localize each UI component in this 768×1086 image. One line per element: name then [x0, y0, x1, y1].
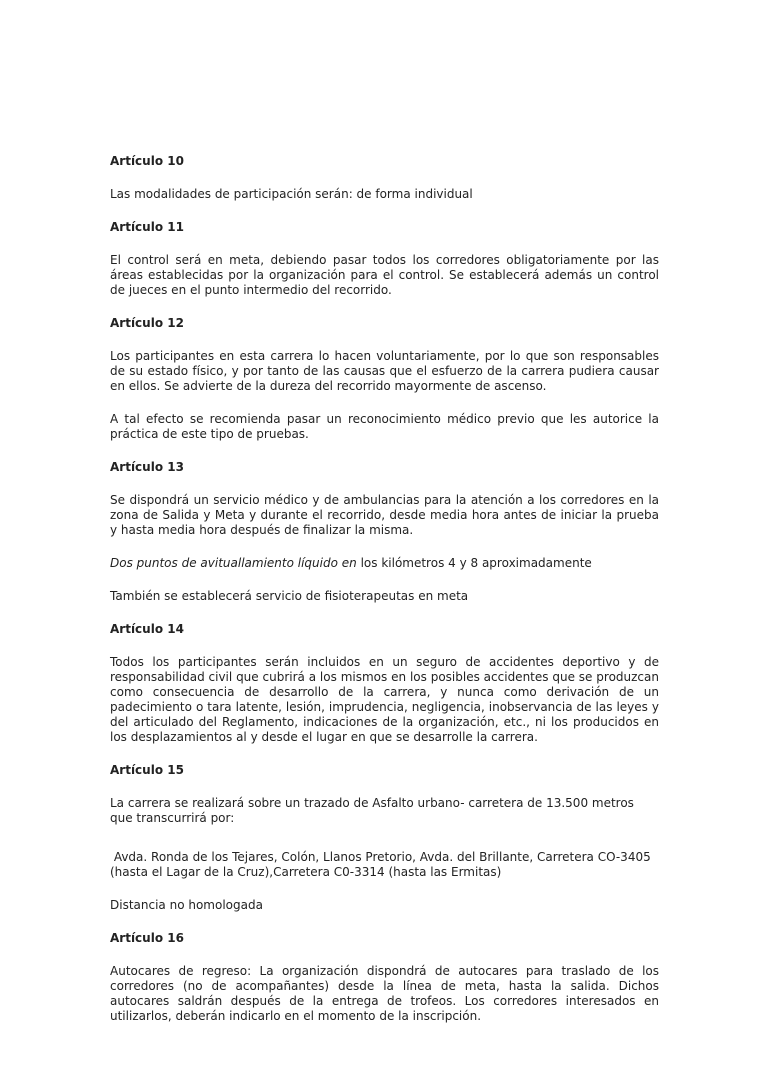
section-articulo-11	[110, 220, 659, 298]
route-paragraph: Avda. Ronda de los Tejares, Colón, Llanos Pretorio, Avda. del Brillante, Carretera CO-3405 (hasta el Lagar de la Cruz),Carretera C0-3314 (hasta las Ermitas)	[110, 850, 655, 879]
section-heading: Artículo 14	[110, 622, 184, 636]
paragraph: Autocares de regreso: La organización dispondrá de autocares para traslado de los corredores (no de acompañantes) desde la línea de meta, hasta la salida. Dichos autocares saldrán después de la entrega de trofeos. Los corredores interesados en utilizarlos, deberán indicarlo en el momento de la inscripción.	[110, 964, 659, 1023]
avituallamiento-paragraph	[110, 556, 659, 571]
section-articulo-15	[110, 763, 659, 913]
paragraph: Los participantes en esta carrera lo hacen voluntariamente, por lo que son responsables de su estado físico, y por tanto de las causas que el esfuerzo de la carrera pudiera causar en ellos. Se advierte de la dureza del recorrido mayormente de ascenso.	[110, 349, 659, 393]
paragraph: Distancia no homologada	[110, 898, 263, 912]
section-heading: Artículo 16	[110, 931, 184, 945]
section-articulo-13	[110, 460, 659, 604]
section-heading: Artículo 13	[110, 460, 184, 474]
section-heading: Artículo 12	[110, 316, 184, 330]
paragraph: El control será en meta, debiendo pasar todos los corredores obligatoriamente por las áreas establecidas por la organización para el control. Se establecerá además un control de jueces en el punto intermedio del recorrido.	[110, 253, 659, 297]
paragraph: La carrera se realizará sobre un trazado de Asfalto urbano- carretera de 13.500 metros que transcurrirá por:	[110, 796, 634, 825]
paragraph: A tal efecto se recomienda pasar un reconocimiento médico previo que les autorice la práctica de este tipo de pruebas.	[110, 412, 659, 441]
paragraph: Las modalidades de participación serán: de forma individual	[110, 187, 473, 201]
section-heading: Artículo 11	[110, 220, 184, 234]
document-page	[110, 154, 659, 1042]
section-articulo-16	[110, 931, 659, 1024]
section-articulo-14	[110, 622, 659, 745]
section-heading: Artículo 15	[110, 763, 184, 777]
italic-text: Dos puntos de avituallamiento líquido en	[110, 556, 357, 570]
paragraph: Todos los participantes serán incluidos en un seguro de accidentes deportivo y de responsabilidad civil que cubrirá a los mismos en los posibles accidentes que se produzcan como consecuencia de desarrollo de la carrera, y nunca como derivación de un padecimiento o tara latente, lesión, imprudencia, negligencia, inobservancia de las leyes y del articulado del Reglamento, indicaciones de la organización, etc., ni los producidos en los desplazamientos al y desde el lugar en que se desarrolle la carrera.	[110, 655, 659, 744]
section-articulo-12	[110, 316, 659, 442]
paragraph: También se establecerá servicio de fisioterapeutas en meta	[110, 589, 469, 603]
section-heading: Artículo 10	[110, 154, 184, 168]
section-articulo-10	[110, 154, 659, 202]
plain-text: los kilómetros 4 y 8 aproximadamente	[360, 556, 592, 570]
paragraph: Se dispondrá un servicio médico y de ambulancias para la atención a los corredores en la zona de Salida y Meta y durante el recorrido, desde media hora antes de iniciar la prueba y hasta media hora después de finalizar la misma.	[110, 493, 659, 537]
